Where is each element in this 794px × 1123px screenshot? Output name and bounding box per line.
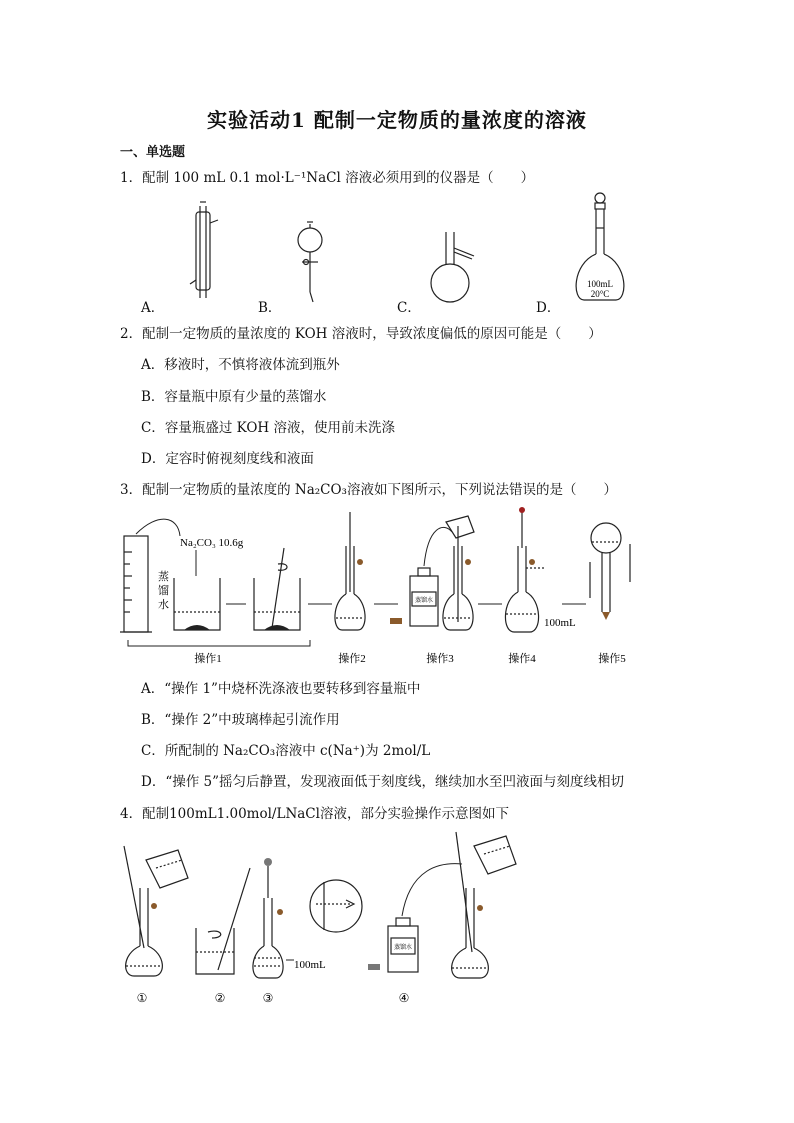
section-heading: 一、单选题	[120, 145, 186, 160]
question-1-stem: 1．配制 100 mL 0.1 mol·L⁻¹NaCl 溶液必须用到的仪器是（ ）	[120, 170, 535, 186]
cylinder-label-3: 水	[158, 599, 169, 611]
q4-figure	[110, 828, 530, 1008]
beaker-stirring-icon	[196, 868, 250, 974]
step-label-4: 操作4	[508, 653, 536, 665]
graduated-cylinder-icon	[120, 536, 152, 632]
beaker-icon	[174, 578, 220, 630]
q4-volume-label: 100mL	[294, 959, 326, 971]
flask-label-temp: 20°C	[590, 289, 610, 299]
reagent-label: Na₂CO₃ 10.6g	[180, 537, 244, 549]
volumetric-flask-icon	[335, 512, 365, 630]
q3-option-c[interactable]: C．所配制的 Na₂CO₃溶液中 c(Na⁺)为 2mol/L	[141, 743, 431, 759]
question-2-stem: 2．配制一定物质的量浓度的 KOH 溶液时，导致浓度偏低的原因可能是（ ）	[120, 326, 602, 342]
volume-label: 100mL	[544, 617, 576, 629]
marker-3: ③	[262, 991, 274, 1005]
condenser-icon	[190, 202, 218, 298]
volumetric-flask-icon	[505, 512, 546, 632]
q3-option-d[interactable]: D．“操作 5”摇匀后静置，发现液面低于刻度线，继续加水至凹液面与刻度线相切	[141, 774, 625, 790]
transfer-flask-icon	[124, 846, 188, 976]
page-title: 实验活动1 配制一定物质的量浓度的溶液	[207, 108, 587, 132]
inverted-flask-icon	[590, 523, 630, 612]
question-4-stem: 4．配制100mL1.00mol/LNaCl溶液，部分实验操作示意图如下	[120, 806, 509, 822]
cylinder-label-1: 蒸	[158, 571, 169, 583]
q3-figure	[118, 502, 648, 670]
step-label-5: 操作5	[598, 653, 626, 665]
beaker-stirring-icon	[254, 548, 300, 630]
marker-2: ②	[214, 991, 226, 1005]
q2-option-d[interactable]: D．定容时俯视刻度线和液面	[141, 451, 314, 467]
question-3-stem: 3．配制一定物质的量浓度的 Na₂CO₃溶液如下图所示，下列说法错误的是（ ）	[120, 482, 617, 498]
magnifier-icon	[310, 880, 362, 932]
volumetric-flask-icon	[443, 516, 474, 630]
distillation-flask-icon	[431, 232, 474, 302]
volumetric-flask-icon	[253, 866, 283, 978]
cylinder-label-2: 馏	[158, 585, 169, 597]
transfer-flask-icon	[452, 832, 516, 978]
step-label-3: 操作3	[426, 653, 454, 665]
q3-option-b[interactable]: B．“操作 2”中玻璃棒起引流作用	[141, 712, 340, 728]
bottle-label: 蒸馏水	[414, 598, 434, 604]
marker-1: ①	[136, 991, 148, 1005]
pour-arrow-icon	[136, 519, 180, 536]
step-label-1: 操作1	[194, 653, 222, 665]
separatory-funnel-icon	[298, 222, 322, 302]
marker-4: ④	[398, 991, 410, 1005]
q1-option-a[interactable]: A．	[141, 300, 165, 316]
q1-option-b[interactable]: B．	[258, 300, 282, 316]
q1-option-c[interactable]: C．	[397, 300, 421, 316]
q1-option-d[interactable]: D．	[536, 300, 561, 316]
step-label-2: 操作2	[338, 653, 366, 665]
q1-figure	[120, 188, 640, 313]
q2-option-b[interactable]: B．容量瓶中原有少量的蒸馏水	[141, 389, 327, 405]
q2-option-c[interactable]: C．容量瓶盛过 KOH 溶液，使用前未洗涤	[141, 420, 395, 436]
q4-bottle-label: 蒸馏水	[393, 945, 413, 951]
q2-option-a[interactable]: A．移液时，不慎将液体流到瓶外	[141, 357, 340, 373]
q3-option-a[interactable]: A．“操作 1”中烧杯洗涤液也要转移到容量瓶中	[141, 681, 421, 697]
reagent-bottle-icon	[410, 568, 438, 626]
flask-label-volume: 100mL	[587, 279, 613, 289]
brace-icon	[128, 640, 310, 646]
